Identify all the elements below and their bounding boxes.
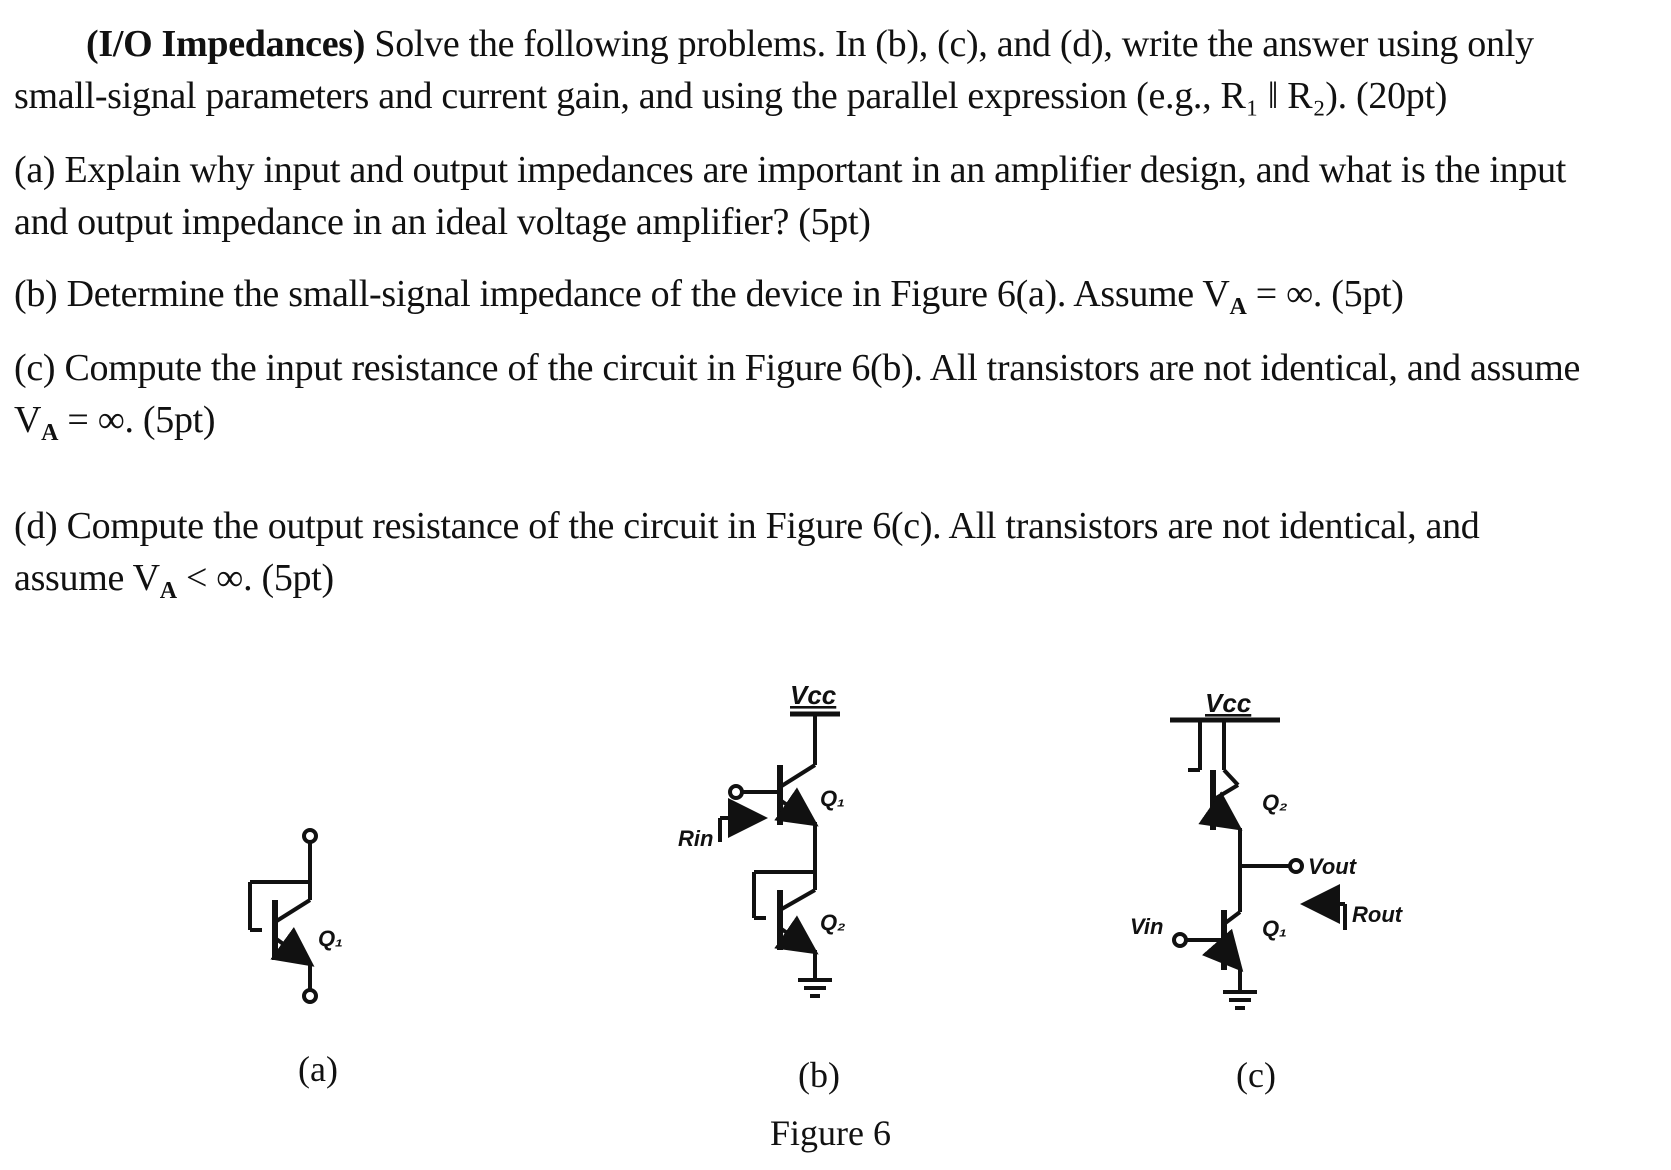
part-b-text: (b) Determine the small-signal impedance of the device in Figure 6(a). Assume V	[14, 273, 1230, 315]
part-c-va: V	[14, 399, 42, 441]
label-b-vcc: Vcc	[790, 680, 837, 710]
caption-a: (a)	[298, 1049, 338, 1089]
part-d-tail: < ∞. (5pt)	[176, 557, 334, 599]
part-d-assume: assume V	[14, 557, 160, 599]
intro-line-2: small-signal parameters and current gain, and using the parallel expression (e.g., R₁ ‖ R₂). (20pt)	[14, 75, 1448, 117]
part-d-subscript: A	[159, 578, 177, 604]
part-b-subscript: A	[1229, 294, 1247, 320]
part-c-line-1: (c) Compute the input resistance of the circuit in Figure 6(b). All transistors are not identical, and assume	[14, 347, 1581, 389]
label-b-q2: Q₂	[820, 910, 846, 935]
part-b-tail: = ∞. (5pt)	[1246, 273, 1404, 315]
label-c-rout: Rout	[1352, 902, 1403, 927]
part-a-line-2: and output impedance in an ideal voltage amplifier? (5pt)	[14, 201, 871, 243]
intro-line-1: Solve the following problems. In (b), (c), and (d), write the answer using only	[365, 23, 1534, 65]
label-c-q2: Q₂	[1262, 790, 1288, 815]
caption-c: (c)	[1236, 1055, 1276, 1095]
circuit-b-stacked-transistors	[720, 714, 840, 996]
label-b-q1: Q₁	[820, 786, 845, 811]
label-c-vout: Vout	[1308, 854, 1357, 879]
part-c-subscript: A	[41, 420, 59, 446]
part-a-line-1: (a) Explain why input and output impedances are important in an amplifier design, and what is the input	[14, 149, 1567, 191]
part-c-tail: = ∞. (5pt)	[58, 399, 216, 441]
label-b-rin: Rin	[678, 826, 714, 851]
label-c-vin: Vin	[1130, 914, 1164, 939]
figure-title: Figure 6	[770, 1113, 891, 1153]
label-c-q1: Q₁	[1262, 916, 1287, 941]
label-c-vcc: Vcc	[1205, 688, 1252, 718]
problem-title: (I/O Impedances)	[86, 23, 366, 65]
label-a-q1: Q₁	[318, 926, 343, 951]
caption-b: (b)	[798, 1055, 840, 1095]
part-d-line-1: (d) Compute the output resistance of the circuit in Figure 6(c). All transistors are not identical, and	[14, 505, 1480, 547]
circuit-a-diode-connected-transistor	[250, 830, 316, 1002]
